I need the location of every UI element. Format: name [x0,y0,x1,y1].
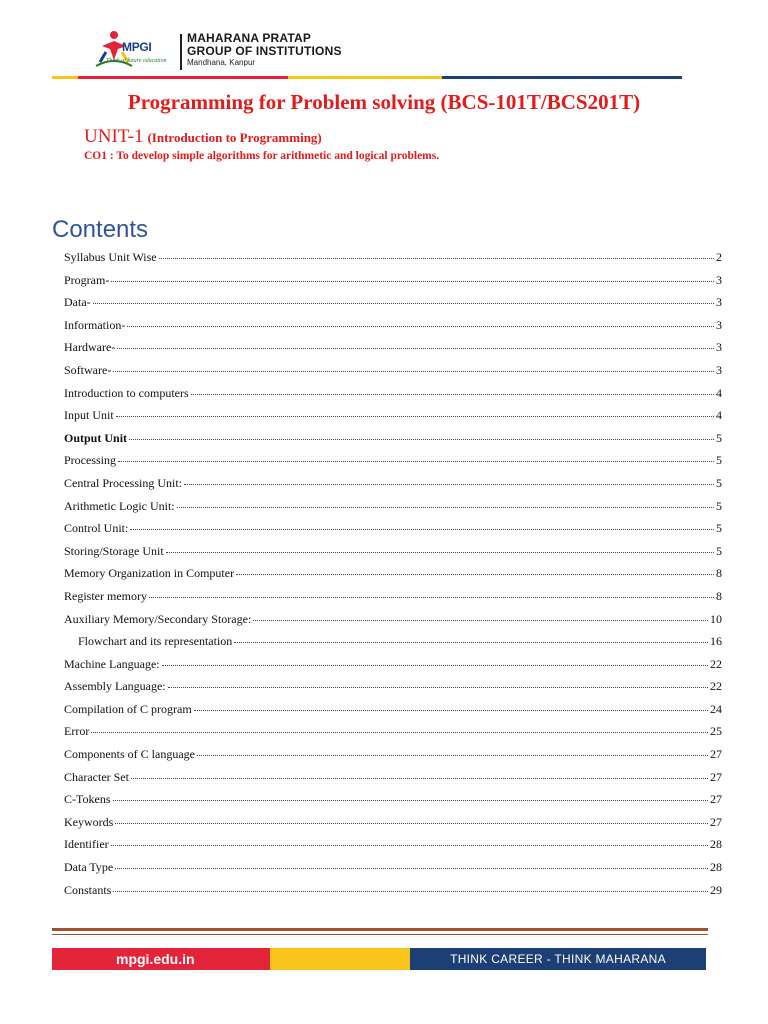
toc-entry[interactable] [64,544,722,567]
toc-entry-title: Program- [64,272,110,287]
toc-entry-title: Processing [64,453,116,468]
toc-entry-title: Character Set [64,769,129,784]
toc-entry-title: Register memory [64,588,147,603]
toc-dot-leader [113,371,714,372]
toc-entry-title: Software- [64,362,112,377]
institute-location: Mandhana, Kanpur [187,58,256,67]
header-color-bar [52,76,682,79]
header-divider [180,34,182,70]
toc-entry-page: 5 [716,475,722,490]
toc-dot-leader [166,552,714,553]
toc-dot-leader [131,778,708,779]
unit-subtitle: (Introduction to Programming) [147,130,322,145]
toc-entry-title: Input Unit [64,408,114,423]
footer-rule-thick [52,928,708,931]
toc-entry-page: 27 [710,792,722,807]
toc-entry-title: Data- [64,295,91,310]
toc-entry-title: Output Unit [64,430,128,445]
toc-entry-page: 29 [710,882,722,897]
toc-dot-leader [168,687,708,688]
toc-dot-leader [127,326,714,327]
toc-entry-title: Central Processing Unit: [64,475,182,490]
toc-entry-page: 22 [710,656,722,671]
toc-entry-page: 22 [710,679,722,694]
toc-entry-page: 5 [716,521,722,536]
toc-dot-leader [113,800,709,801]
toc-dot-leader [130,529,714,530]
institute-header [52,28,680,80]
institute-name-line1: MAHARANA PRATAP [187,31,312,45]
toc-dot-leader [191,394,714,395]
toc-entry-page: 5 [716,543,722,558]
toc-entry-title: Storing/Storage Unit [64,543,164,558]
toc-entry-title: Hardware- [64,340,116,355]
toc-entry-page: 27 [710,814,722,829]
toc-entry-page: 4 [716,385,722,400]
toc-entry-page: 4 [716,408,722,423]
toc-entry[interactable] [64,612,722,635]
toc-dot-leader [194,710,708,711]
toc-entry[interactable] [64,860,722,883]
toc-entry[interactable] [64,815,722,838]
toc-entry-page: 5 [716,498,722,513]
toc-dot-leader [111,281,714,282]
toc-entry-page: 3 [716,317,722,332]
toc-dot-leader [116,416,714,417]
toc-entry-title: Arithmetic Logic Unit: [64,498,175,513]
toc-dot-leader [236,574,714,575]
toc-entry[interactable] [64,702,722,725]
toc-entry-title: Compilation of C program [64,701,192,716]
toc-entry[interactable] [64,386,722,409]
unit-heading [84,126,322,148]
footer-slogan: THINK CAREER - THINK MAHARANA [410,948,706,970]
toc-entry-page: 28 [710,860,722,875]
toc-entry-title: Syllabus Unit Wise [64,250,157,264]
footer-yellow-band [270,948,410,970]
toc-dot-leader [91,732,708,733]
toc-dot-leader [184,484,714,485]
toc-entry-page: 27 [710,769,722,784]
toc-entry-page: 5 [716,453,722,468]
contents-heading: Contents [52,216,149,243]
toc-entry-page: 16 [710,634,722,649]
toc-dot-leader [115,868,708,869]
toc-dot-leader [93,303,714,304]
toc-entry[interactable] [64,431,722,454]
toc-entry[interactable] [64,883,722,906]
toc-entry[interactable] [64,589,722,612]
footer-rule-thin [52,934,708,935]
toc-entry-title: Machine Language: [64,656,160,671]
logo-text: MPGI [122,40,152,54]
footer-website[interactable]: mpgi.edu.in [52,948,270,970]
toc-entry[interactable] [64,724,722,747]
toc-entry[interactable] [64,295,722,318]
toc-entry[interactable] [64,657,722,680]
toc-dot-leader [111,845,708,846]
toc-dot-leader [115,823,708,824]
toc-entry[interactable] [64,363,722,386]
toc-dot-leader [113,891,708,892]
toc-entry-title: Constants [64,882,112,897]
toc-entry[interactable] [64,634,722,657]
institute-name [187,32,342,58]
toc-entry-title: Introduction to computers [64,385,189,400]
toc-entry-title: Control Unit: [64,521,129,536]
toc-entry[interactable] [64,476,722,499]
toc-entry-page: 3 [716,340,722,355]
toc-entry[interactable] [64,521,722,544]
toc-entry[interactable] [64,770,722,793]
toc-entry-title: Components of C language [64,747,195,762]
toc-entry-page: 28 [710,837,722,852]
toc-entry-page: 3 [716,272,722,287]
toc-dot-leader [162,665,708,666]
toc-entry-page: 8 [716,588,722,603]
toc-entry[interactable] [64,566,722,589]
toc-entry[interactable] [64,340,722,363]
toc-dot-leader [197,755,708,756]
toc-entry[interactable] [64,408,722,431]
toc-dot-leader [177,507,714,508]
toc-entry-title: Data Type [64,860,114,875]
toc-entry[interactable] [64,453,722,476]
toc-dot-leader [234,642,708,643]
toc-entry-title: Auxiliary Memory/Secondary Storage: [64,611,252,626]
toc-entry-page: 27 [710,747,722,762]
toc-dot-leader [118,461,714,462]
toc-entry-page: 8 [716,566,722,581]
toc-entry-title: Flowchart and its representation [78,634,233,649]
toc-dot-leader [149,597,714,598]
footer-banner [52,948,706,970]
toc-entry-page: 10 [710,611,722,626]
toc-entry-page: 3 [716,295,722,310]
institute-name-line2: GROUP OF INSTITUTIONS [187,44,342,58]
toc-entry[interactable] [64,273,722,296]
toc-entry[interactable] [64,318,722,341]
toc-entry[interactable] [64,837,722,860]
document-title: Programming for Problem solving (BCS-101T/BCS201T) [127,90,641,114]
toc-entry-page: 3 [716,362,722,377]
toc-dot-leader [117,348,714,349]
toc-entry[interactable] [64,747,722,770]
toc-entry-title: C-Tokens [64,792,111,807]
toc-entry-title: Error [64,724,90,739]
logo-tagline: Think of future education [106,58,167,64]
toc-entry-page: 24 [710,701,722,716]
toc-entry[interactable] [64,679,722,702]
toc-entry-title: Memory Organization in Computer [64,566,235,581]
toc-entry-page: 2 [716,250,722,264]
table-of-contents [64,250,722,905]
toc-entry[interactable] [64,792,722,815]
toc-dot-leader [129,439,714,440]
toc-entry-title: Information- [64,317,126,332]
toc-entry-title: Keywords [64,814,114,829]
toc-dot-leader [253,620,708,621]
toc-entry-title: Assembly Language: [64,679,166,694]
course-outcome: CO1 : To develop simple algorithms for arithmetic and logical problems. [84,150,440,162]
unit-label: UNIT-1 [84,126,144,147]
toc-entry-page: 25 [710,724,722,739]
toc-entry-page: 5 [716,430,722,445]
toc-entry[interactable] [64,250,722,273]
institute-logo [94,28,190,76]
toc-entry-title: Identifier [64,837,109,852]
toc-entry[interactable] [64,499,722,522]
toc-dot-leader [159,258,714,259]
